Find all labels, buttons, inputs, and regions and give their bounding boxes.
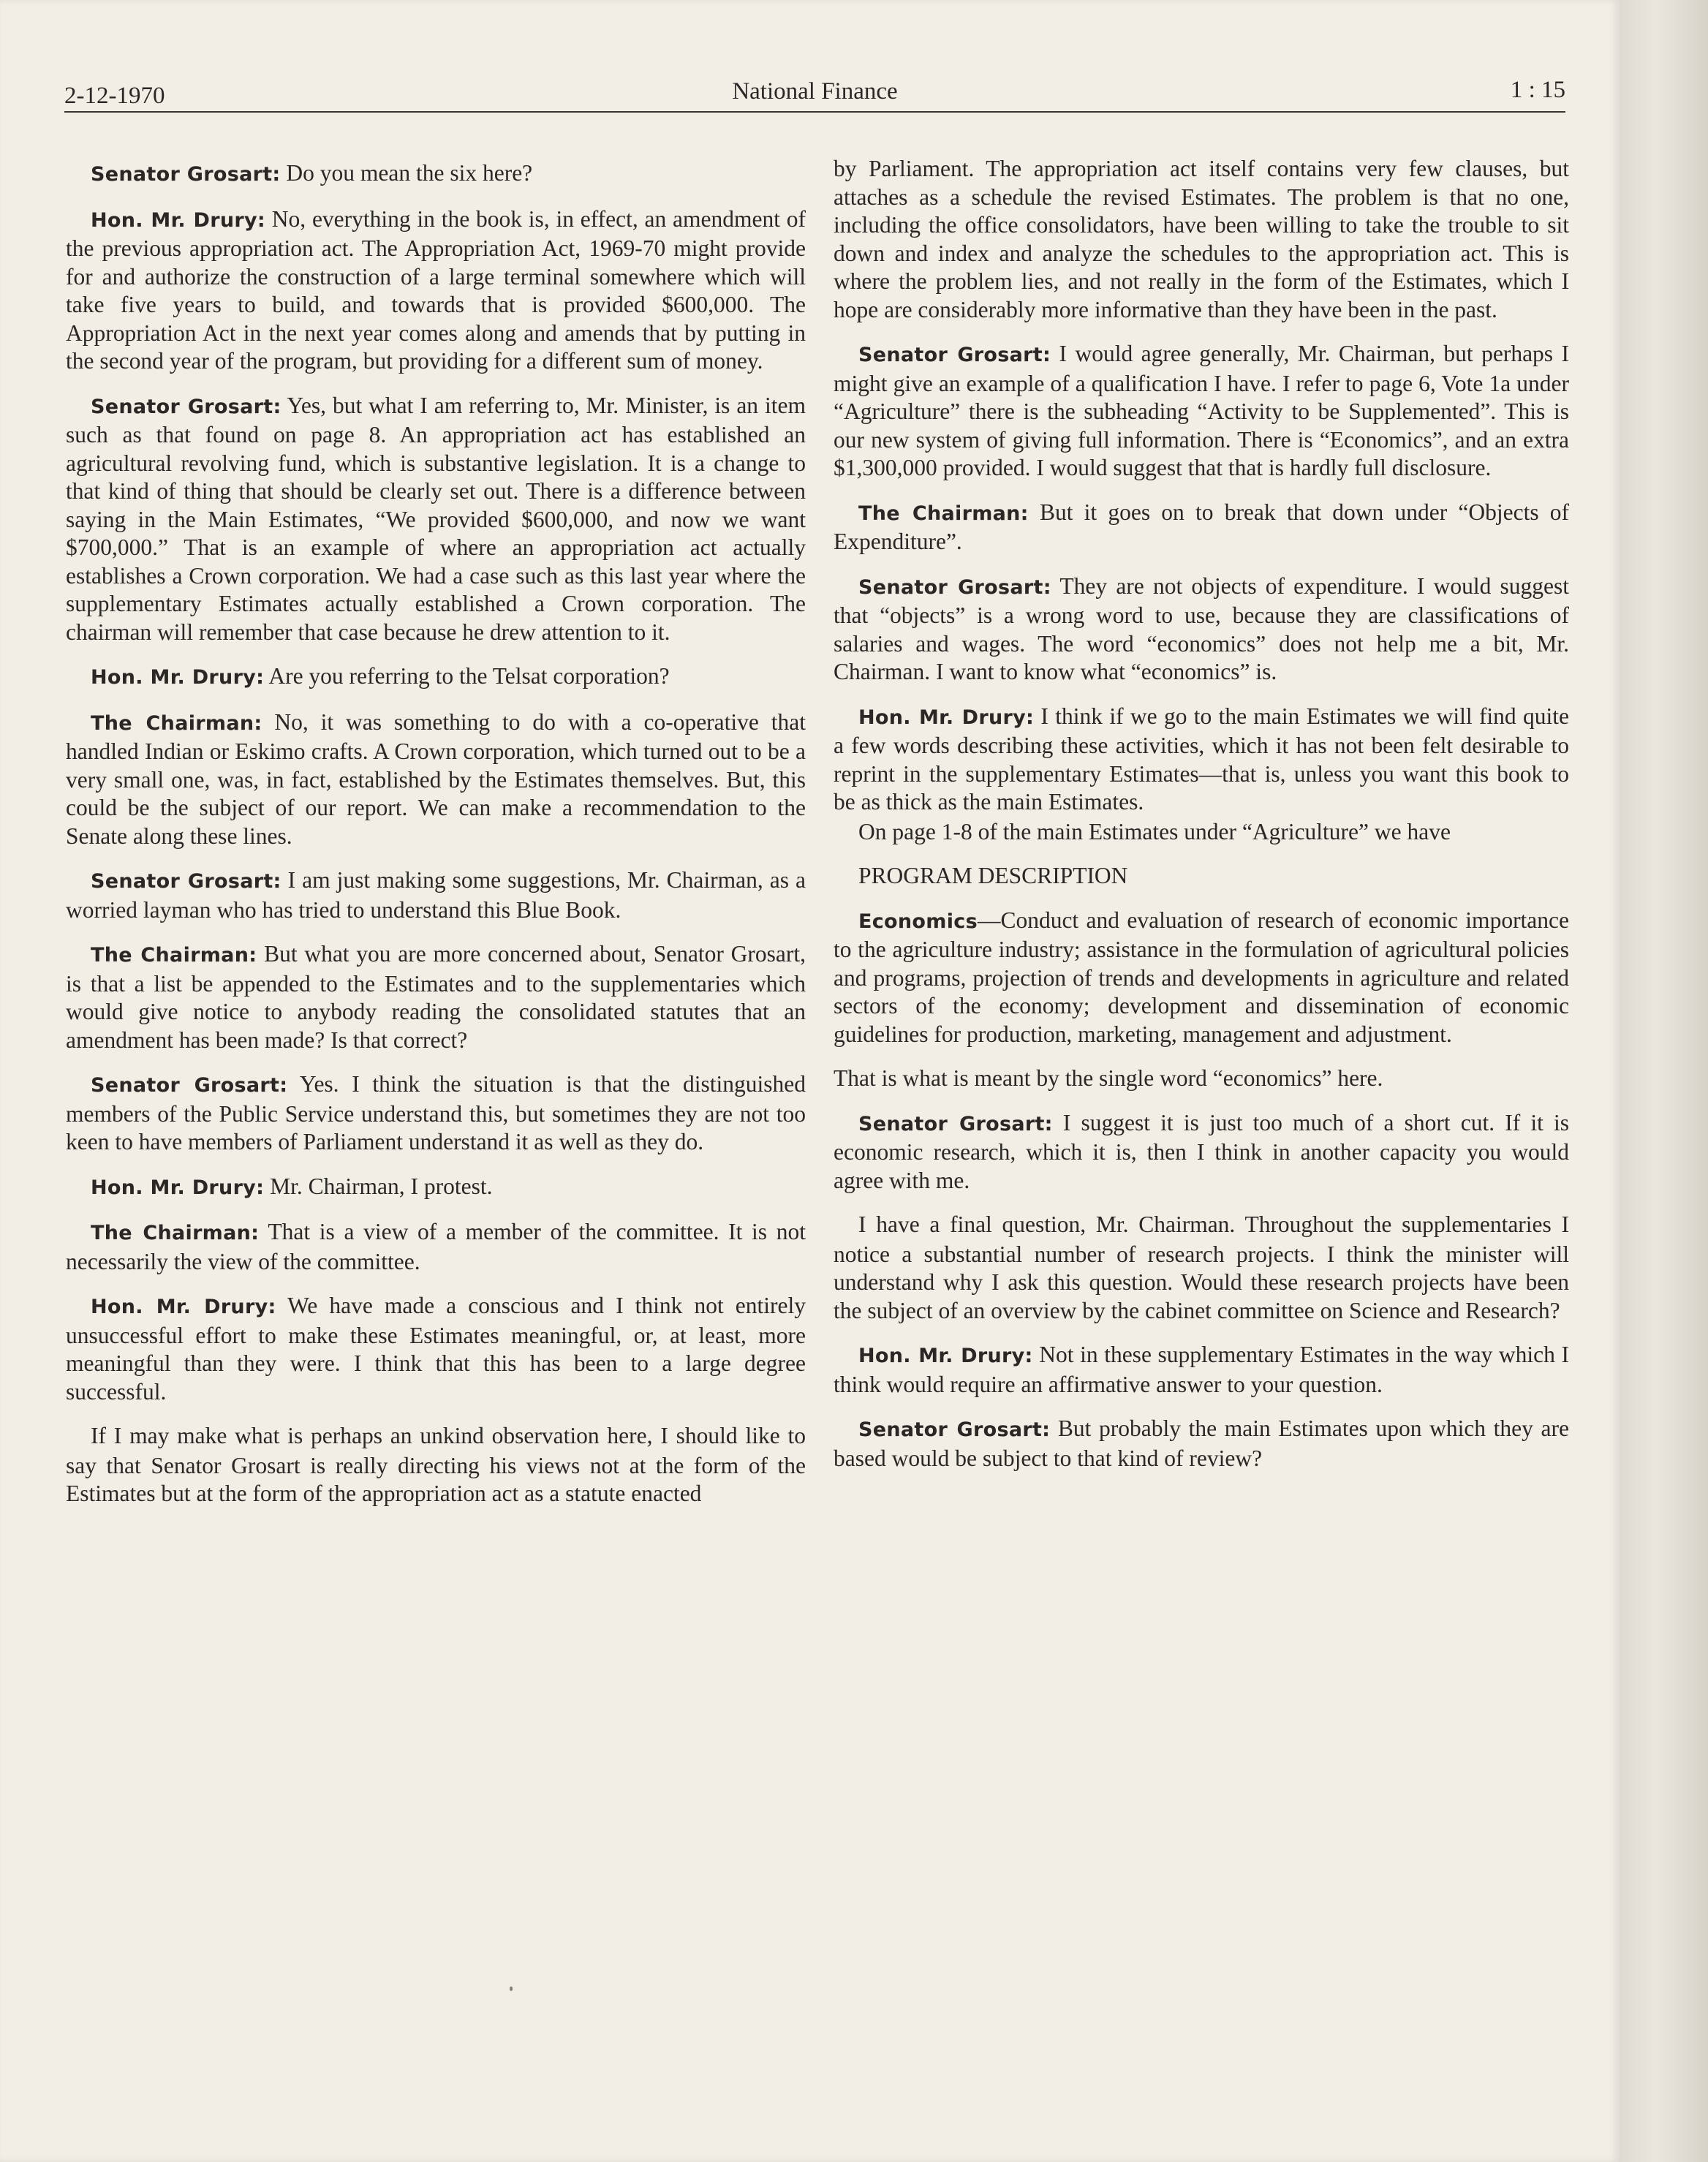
speech-text: Are you referring to the Telsat corporation?	[264, 663, 670, 689]
paragraph	[66, 1070, 806, 1157]
speaker-name: Hon. Mr. Drury:	[91, 1296, 276, 1318]
speech-text: That is a view of a member of the committee. It is not necessarily the view of the committee.	[66, 1219, 806, 1274]
paragraph	[834, 1211, 1569, 1325]
speech-text: Yes. I think the situation is that the distinguished members of the Public Service understand this, but sometimes they are not too keen to have members of Parliament understand it as well as they do.	[66, 1071, 806, 1154]
paragraph	[66, 205, 806, 376]
speaker-name: Senator Grosart:	[858, 344, 1051, 366]
speaker-name: Senator Grosart:	[91, 870, 281, 893]
speech-text: I have a final question, Mr. Chairman. Throughout the supplementaries I notice a substantial number of research projects. I think the minister will understand why I ask this question. Would these research projects have been the subject of an overview by the cabinet committee on Science and Research?	[834, 1212, 1569, 1323]
program-description-quote	[834, 907, 1569, 1049]
speech-text: No, it was something to do with a co-operative that handled Indian or Eskimo crafts. A Crown corporation, which turned out to be a very small one, was, in fact, established by the Estimates themselves. But, this could be the subject of our report. We can make a recommendation to the Senate along these lines.	[66, 708, 806, 849]
speaker-name: Senator Grosart:	[858, 1112, 1053, 1135]
speech-text: Mr. Chairman, I protest.	[264, 1173, 493, 1199]
paragraph	[66, 708, 806, 851]
speaker-name: The Chairman:	[91, 1222, 260, 1244]
paragraph	[834, 1341, 1569, 1399]
speaker-name: Senator Grosart:	[91, 395, 281, 418]
speaker-name: Hon. Mr. Drury:	[91, 1176, 265, 1199]
speech-text: They are not objects of expenditure. I would suggest that “objects” is a wrong word to use, because they are classifications of salaries and wages. The word “economics” does not help me a bit, Mr. Chairman. I want to know what “economics” is.	[834, 572, 1569, 684]
paragraph	[66, 159, 806, 189]
program-description-heading: PROGRAM DESCRIPTION	[858, 863, 1128, 888]
left-column	[66, 159, 806, 1524]
quote-text: —Conduct and evaluation of research of economic importance to the agriculture industry; assistance in the formulation of agricultural policies and programs, projection of trends and developments in agriculture and related sectors of the economy; development and dissemination of economic guidelines for production, marketing, management and adjustment.	[834, 907, 1569, 1047]
speaker-name: Senator Grosart:	[858, 575, 1051, 599]
paragraph	[834, 1415, 1569, 1473]
speech-text: Yes, but what I am referring to, Mr. Minister, is an item such as that found on page 8. An appropriation act has established an agricultural revolving fund, which is substantive legislation. It is a change to that kind of thing that should be clearly set out. There is a difference between saying in the Main Estimates, “We provided $600,000, and now we want $700,000.” That is an example of where an appropriation act actually establishes a Crown corporation. We had a case such as this last year where the supplementary Estimates actually established a Crown corporation. The chairman will remember that case because he drew attention to it.	[66, 392, 806, 645]
header-title: National Finance	[732, 78, 898, 105]
right-column	[834, 155, 1569, 1489]
paragraph	[834, 340, 1569, 483]
paragraph: That is what is meant by the single word “economics” here.	[834, 1065, 1383, 1091]
speaker-name: Hon. Mr. Drury:	[858, 1345, 1033, 1367]
paragraph	[66, 392, 806, 647]
speaker-name: Senator Grosart:	[858, 1418, 1051, 1441]
speech-text: I would agree generally, Mr. Chairman, but perhaps I might give an example of a qualification I have. I refer to page 6, Vote 1a under “Agriculture” there is the subheading “Activity to be Supplemented”. This is our new system of giving full information. There is “Economics”, and an extra $1,300,000 provided. I would suggest that that is hardly full disclosure.	[834, 341, 1569, 480]
speaker-name: The Chairman:	[91, 944, 257, 967]
ink-fleck	[510, 1987, 513, 1991]
speech-text: I am just making some suggestions, Mr. Chairman, as a worried layman who has tried to understand this Blue Book.	[66, 867, 806, 923]
speaker-name: The Chairman:	[91, 711, 262, 735]
page-edge	[1620, 0, 1708, 2162]
paragraph	[834, 703, 1569, 817]
paragraph	[66, 866, 806, 924]
paragraph	[66, 1173, 806, 1203]
speech-text: Do you mean the six here?	[280, 160, 533, 186]
speaker-name: Hon. Mr. Drury:	[858, 706, 1035, 729]
continued-paragraph: by Parliament. The appropriation act itself contains very few clauses, but attaches as a schedule the revised Estimates. The problem is that no one, including the office consolidators, have been willing to take the trouble to sit down and index and analyze the schedules to the appropriation act. This is where the problem lies, and not really in the form of the Estimates, which I hope are considerably more informative than they have been in the past.	[834, 156, 1569, 322]
paragraph	[66, 1422, 806, 1508]
speech-text: We have made a conscious and I think not entirely unsuccessful effort to make these Estimates meaningful, or, at least, more meaningful than they were. I think that this has been to a large degree successful.	[66, 1293, 806, 1405]
quote-label: Economics	[858, 910, 978, 933]
intro-paragraph: On page 1-8 of the main Estimates under “Agriculture” we have	[858, 818, 1451, 844]
paragraph	[66, 1218, 806, 1276]
paragraph	[66, 940, 806, 1054]
speech-text: If I may make what is perhaps an unkind observation here, I should like to say that Senator Grosart is really directing his views not at the form of the Estimates but at the form of the appropriation act as a statute enacted	[66, 1423, 806, 1506]
speech-text: I suggest it is just too much of a short cut. If it is economic research, which it is, then I think in another capacity you would agree with me.	[834, 1109, 1569, 1193]
speech-text: But probably the main Estimates upon which they are based would be subject to that kind of review?	[834, 1415, 1569, 1471]
speech-text: No, everything in the book is, in effect, an amendment of the previous appropriation act. The Appropriation Act, 1969-70 might provide for and authorize the construction of a large terminal somewhere which will take five years to build, and towards that is provided $600,000. The Appropriation Act in the next year comes along and amends that by putting in the second year of the program, but providing for a different sum of money.	[66, 205, 806, 374]
paragraph	[66, 662, 806, 692]
header-page-number: 1 : 15	[1510, 77, 1565, 103]
header-date: 2-12-1970	[64, 83, 165, 109]
page-header	[64, 73, 1565, 111]
header-rule	[64, 111, 1565, 113]
paragraph	[834, 1109, 1569, 1195]
speaker-name: Senator Grosart:	[91, 163, 281, 186]
paragraph	[834, 499, 1569, 556]
speaker-name: Hon. Mr. Drury:	[91, 208, 265, 232]
speaker-name: The Chairman:	[858, 502, 1029, 525]
speech-text: Not in these supplementary Estimates in the way which I think would require an affirmative answer to your question.	[834, 1342, 1569, 1397]
speech-text: But it goes on to break that down under “Objects of Expenditure”.	[834, 499, 1570, 554]
speech-text: I think if we go to the main Estimates we will find quite a few words describing these activities, which it has not been felt desirable to reprint in the supplementary Estimates—that is, unless you want this book to be as thick as the main Estimates.	[834, 703, 1569, 814]
speech-text: But what you are more concerned about, Senator Grosart, is that a list be appended to the Estimates and to the supplementaries which would give notice to anybody reading the consolidated statutes that an amendment has been made? Is that correct?	[66, 941, 806, 1053]
paragraph	[66, 1292, 806, 1406]
speaker-name: Hon. Mr. Drury:	[91, 666, 265, 689]
paragraph	[834, 572, 1569, 687]
speaker-name: Senator Grosart:	[91, 1074, 288, 1097]
